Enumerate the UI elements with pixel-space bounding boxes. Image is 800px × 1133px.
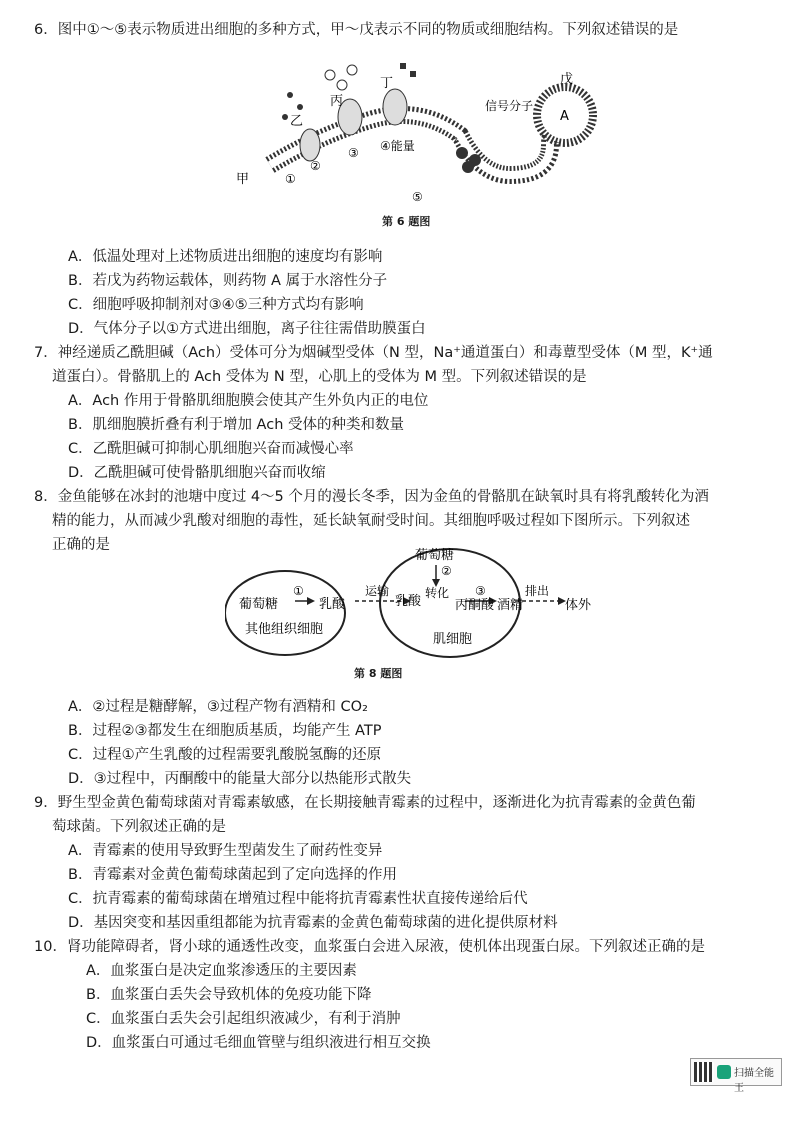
q7-option-b: B．肌细胞膜折叠有利于增加 Ach 受体的种类和数量 (68, 417, 404, 433)
label-n2: ② (310, 159, 321, 173)
protein-yi (300, 129, 320, 161)
q6-stem: 6．图中①～⑤表示物质进出细胞的多种方式，甲～戊表示不同的物质或细胞结构。下列叙述错误的是 (34, 22, 679, 38)
q8-stem-2: 精的能力，从而减少乳酸对细胞的毒性，延长缺氧耐受时间。其细胞呼吸过程如下图所示。下列叙述 (52, 513, 690, 529)
q10-stem: 10．肾功能障碍者，肾小球的通透性改变，血浆蛋白会进入尿液，使机体出现蛋白尿。下列叙述正确的是 (34, 939, 705, 955)
q6-option-c: C．细胞呼吸抑制剂对③④⑤三种方式均有影响 (68, 297, 364, 313)
q7-stem-1: 7．神经递质乙酰胆碱（Ach）受体可分为烟碱型受体（N 型，Na⁺通道蛋白）和毒蕈型受体（M 型，K⁺通 (34, 345, 713, 361)
fig8-glucose-top: 葡萄糖 (415, 548, 455, 563)
other-cells-oval (225, 571, 345, 655)
fig8-alcohol: 酒精 (497, 598, 524, 613)
q7-option-d: D．乙酰胆碱可使骨骼肌细胞兴奋而收缩 (68, 465, 326, 481)
qr-icon (694, 1062, 714, 1082)
fig8-other-cells: 其他组织细胞 (245, 622, 324, 637)
fig8-step3: ③ (475, 584, 486, 598)
label-bing: 丙 (330, 94, 344, 109)
fig8-pyruvate: 丙酮酸 (455, 598, 495, 613)
label-signal: 信号分子 (485, 99, 534, 113)
fig8-lactate-left: 乳酸 (319, 597, 346, 612)
q8-option-c: C．过程①产生乳酸的过程需要乳酸脱氢酶的还原 (68, 747, 382, 763)
q8-option-d: D．③过程中，丙酮酸中的能量大部分以热能形式散失 (68, 771, 412, 787)
label-energy: ④能量 (380, 139, 415, 153)
q9-option-b: B．青霉素对金黄色葡萄球菌起到了定向选择的作用 (68, 867, 397, 883)
q7-stem-2: 道蛋白）。骨骼肌上的 Ach 受体为 N 型，心肌上的受体为 M 型。下列叙述错误的是 (52, 369, 587, 385)
q10-option-a: A．血浆蛋白是决定血浆渗透压的主要因素 (86, 963, 357, 979)
fig8-step2: ② (441, 564, 452, 578)
label-wu: 戊 (560, 72, 574, 87)
q8-option-a: A．②过程是糖酵解，③过程产物有酒精和 CO₂ (68, 699, 368, 715)
q6-option-b: B．若戊为药物运载体，则药物 A 属于水溶性分子 (68, 273, 388, 289)
fig8-transport: 运输 (365, 584, 390, 598)
q7-option-c: C．乙酰胆碱可抑制心肌细胞兴奋而减慢心率 (68, 441, 354, 457)
q10-option-c: C．血浆蛋白丢失会引起组织液减少，有利于消肿 (86, 1011, 401, 1027)
label-n1: ① (285, 172, 296, 186)
fig8-outside: 体外 (565, 598, 592, 613)
q7-option-a: A．Ach 作用于骨骼肌细胞膜会使其产生外负内正的电位 (68, 393, 429, 409)
q8-stem-1: 8．金鱼能够在冰封的池塘中度过 4～5 个月的漫长冬季，因为金鱼的骨骼肌在缺氧时具有将乳酸转化为酒 (34, 489, 709, 505)
fig8-glucose-left: 葡萄糖 (239, 597, 279, 612)
fig8-convert: 转化 (425, 586, 450, 600)
cs-logo-icon (717, 1065, 731, 1079)
q8-caption: 第 8 题图 (354, 667, 403, 680)
label-n3: ③ (348, 146, 359, 160)
q6-membrane-figure (230, 55, 610, 215)
protein-ding (383, 89, 407, 125)
q9-stem-2: 萄球菌。下列叙述正确的是 (52, 819, 226, 835)
label-jia: 甲 (236, 172, 250, 187)
label-yi: 乙 (290, 114, 304, 129)
q9-stem-1: 9．野生型金黄色葡萄球菌对青霉素敏感，在长期接触青霉素的过程中，逐渐进化为抗青霉素的金黄色葡 (34, 795, 696, 811)
scanner-watermark (690, 1058, 782, 1094)
q8-respiration-figure (225, 543, 605, 663)
q8-option-b: B．过程②③都发生在细胞质基质，均能产生 ATP (68, 723, 382, 739)
fig8-lactate-right: 乳酸 (395, 594, 422, 609)
fig8-step1: ① (293, 584, 304, 598)
q9-option-c: C．抗青霉素的葡萄球菌在增殖过程中能将抗青霉素性状直接传递给后代 (68, 891, 528, 907)
q9-option-d: D．基因突变和基因重组都能为抗青霉素的金黄色葡萄球菌的进化提供原材料 (68, 915, 558, 931)
q6-option-a: A．低温处理对上述物质进出细胞的速度均有影响 (68, 249, 383, 265)
q6-option-d: D．气体分子以①方式进出细胞，离子往往需借助膜蛋白 (68, 321, 426, 337)
label-ding: 丁 (380, 76, 394, 91)
label-n5: ⑤ (412, 190, 423, 204)
label-A: A (560, 109, 569, 124)
watermark-text: 扫描全能王 (734, 1068, 774, 1094)
q10-option-b: B．血浆蛋白丢失会导致机体的免疫功能下降 (86, 987, 372, 1003)
q6-caption: 第 6 题图 (382, 215, 431, 228)
q8-stem-3: 正确的是 (52, 537, 110, 553)
q9-option-a: A．青霉素的使用导致野生型菌发生了耐药性变异 (68, 843, 383, 859)
q10-option-d: D．血浆蛋白可通过毛细血管壁与组织液进行相互交换 (86, 1035, 431, 1051)
fig8-muscle: 肌细胞 (433, 632, 473, 647)
fig8-excrete: 排出 (525, 584, 550, 598)
